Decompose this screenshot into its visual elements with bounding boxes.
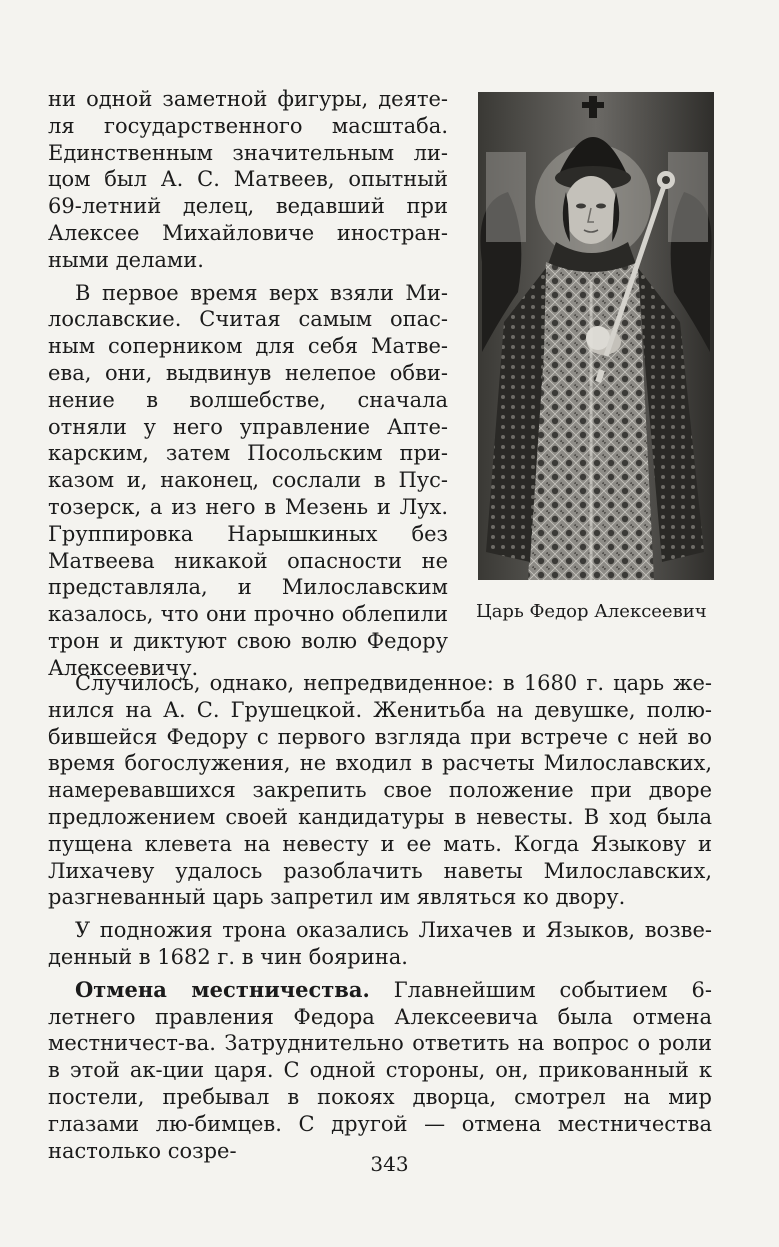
figure-caption: Царь Федор Алексеевич <box>476 601 707 622</box>
paragraph-5 <box>48 977 712 1165</box>
full-width-text <box>48 670 712 1164</box>
paragraph-5-body: Главнейшим событием 6-летнего правления Федора Алексеевича была отмена местничест-ва. Затруднительно ответить на вопрос о роли в этой ак-ции царя. С одной стороны, он, прикованный к постели, пребывал в покоях дворца, смотрел на мир глазами лю-бимцев. С другой — отмена местничества настолько созре- <box>48 977 713 1163</box>
left-column-text <box>48 86 448 682</box>
page-number: 343 <box>370 1152 409 1176</box>
paragraph-4: У подножия трона оказались Лихачев и Языков, возве-денный в 1682 г. в чин боярина. <box>48 918 712 969</box>
section-heading: Отмена местничества. <box>75 976 370 1002</box>
portrait-illustration <box>478 92 714 580</box>
paragraph-2: В первое время верх взяли Ми-лославские. Считая самым опас-ным соперником для себя Матве-ева, они, выдвинув нелепое обви-нение в волшебстве, сначала отняли у него управление Апте-карским, затем Посольским при-казом и, наконец, сослали в Пус-тозерск, а из него в Мезень и Лух. Группировка Нарышкиных без Матвеева никакой опасности не представляла, и Милославским казалось, что они прочно облепили трон и диктуют свою волю Федору Алексеевичу. <box>48 280 448 680</box>
paragraph-3: Случилось, однако, непредвиденное: в 1680 г. царь же-нился на А. С. Грушецкой. Женитьба на девушке, полю-бившейся Федору с первого взгляда при встрече с ней во время богослужения, не входил в расчеты Милославских, намеревавшихся закрепить свое положение при дворе предложением своей кандидатуры в невесты. В ход была пущена клевета на невесту и ее мать. Когда Языкову и Лихачеву удалось разоблачить наветы Милославских, разгневанный царь запретил им являться ко двору. <box>48 671 712 910</box>
tsar-portrait-image <box>478 92 714 580</box>
paragraph-1: ни одной заметной фигуры, деяте-ля государственного масштаба. Единственным значительным ли-цом был А. С. Матвеев, опытный 69-летний делец, ведавший при Алексее Михайловиче иностран-ными делами. <box>48 87 448 272</box>
